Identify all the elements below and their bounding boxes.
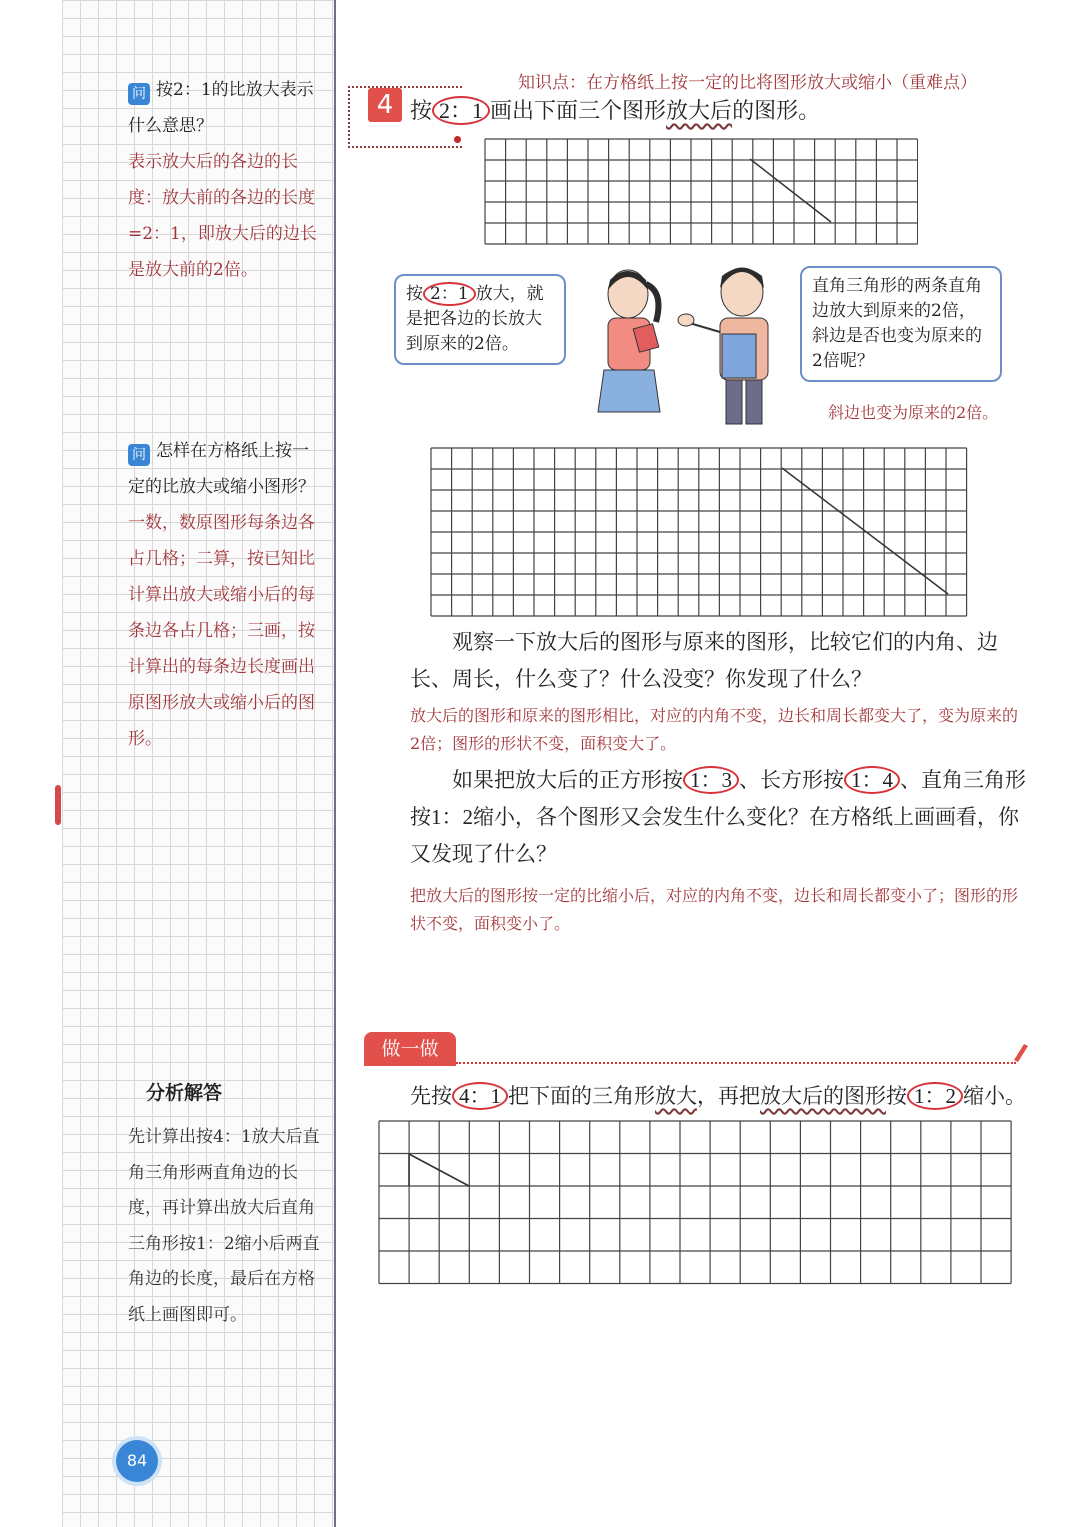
girl-speech-bubble bbox=[394, 274, 566, 365]
try-it-instruction bbox=[410, 1080, 1026, 1110]
boy-illustration bbox=[676, 258, 786, 428]
try-mid3: 按 bbox=[886, 1084, 907, 1108]
try-ratio-1: 4：1 bbox=[452, 1082, 508, 1110]
try-it-tag: 做一做 bbox=[364, 1032, 456, 1066]
try-it-divider bbox=[456, 1062, 1016, 1064]
problem-number-badge: 4 bbox=[368, 88, 402, 122]
question-icon: 问 bbox=[128, 83, 150, 105]
boy-bubble-text: 直角三角形的两条直角边放大到原来的2倍，斜边是否也变为原来的2倍呢？ bbox=[812, 276, 982, 371]
title-ratio: 2：1 bbox=[432, 96, 490, 125]
question-block-1 bbox=[128, 72, 320, 288]
question-icon: 问 bbox=[128, 444, 150, 466]
question-2-text: 怎样在方格纸上按一定的比放大或缩小图形？ bbox=[128, 441, 315, 497]
title-mid: 画出下面三个图形 bbox=[490, 98, 667, 123]
shrink-paragraph bbox=[410, 762, 1028, 873]
title-wavy: 放大后 bbox=[666, 98, 733, 123]
shrink-rest: 、直角三角形按1：2缩小，各个图形又会发生什么变化？在方格纸上画画看，你又发现了什么？ bbox=[410, 768, 1026, 866]
page-number: 84 bbox=[116, 1440, 158, 1482]
question-1-text: 按2：1的比放大表示什么意思？ bbox=[128, 80, 314, 136]
enlarged-triangle-hypotenuse bbox=[782, 468, 948, 594]
question-block-2 bbox=[128, 433, 320, 757]
try-post: 缩小。 bbox=[963, 1084, 1026, 1108]
try-ratio-2: 1：2 bbox=[907, 1082, 963, 1110]
analysis-title: 分析解答 bbox=[146, 1082, 223, 1104]
try-pre: 先按 bbox=[410, 1084, 452, 1108]
knowledge-point-note: 知识点：在方格纸上按一定的比将图形放大或缩小（重难点） bbox=[518, 73, 977, 93]
girl-bubble-post: 放大，就是把各边的长放大到原来的2倍。 bbox=[406, 284, 544, 354]
shrink-ratio-1: 1：3 bbox=[683, 766, 739, 794]
boy-speech-bubble bbox=[800, 266, 1002, 382]
try-mid: 把下面的三角形 bbox=[508, 1084, 655, 1108]
analysis-text: 先计算出按4：1放大后直角三角形两直角边的长度，再计算出放大后直角三角形按1：2缩小后两直角边的长度，最后在方格纸上画图即可。 bbox=[128, 1127, 320, 1325]
girl-bubble-pre: 按 bbox=[406, 284, 423, 304]
observe-answer: 放大后的图形和原来的图形相比，对应的内角不变，边长和周长都变大了，变为原来的2倍；图形的形状不变，面积变大了。 bbox=[410, 706, 1019, 753]
try-wavy-1: 放大 bbox=[655, 1084, 697, 1108]
knowledge-dot bbox=[454, 136, 461, 143]
pencil-icon bbox=[1010, 1040, 1030, 1064]
shrink-answer: 把放大后的图形按一定的比缩小后，对应的内角不变，边长和周长都变小了；图形的形状不变，面积变小了。 bbox=[410, 886, 1019, 933]
shrink-pre: 如果把放大后的正方形按 bbox=[452, 768, 683, 792]
observe-paragraph: 观察一下放大后的图形与原来的图形，比较它们的内角、边长、周长，什么变了？什么没变？你发现了什么？ bbox=[410, 630, 998, 691]
answer-1-text: 表示放大后的各边的长度：放大前的各边的长度=2：1，即放大后的边长是放大前的2倍。 bbox=[128, 152, 317, 280]
shrink-mid: 、长方形按 bbox=[739, 768, 844, 792]
original-triangle-hypotenuse bbox=[750, 159, 831, 222]
problem-title bbox=[410, 94, 820, 125]
girl-bubble-ratio: 2：1 bbox=[423, 282, 476, 306]
shrink-ratio-2: 1：4 bbox=[844, 766, 900, 794]
page-edge-tab bbox=[55, 785, 61, 825]
try-mid2: ，再把 bbox=[697, 1084, 760, 1108]
title-post: 的图形。 bbox=[732, 98, 821, 123]
enlarged-figures-grid bbox=[430, 447, 970, 617]
try-wavy-2: 放大后的图形 bbox=[760, 1084, 886, 1108]
original-figures-grid bbox=[484, 138, 918, 246]
hypotenuse-note: 斜边也变为原来的2倍。 bbox=[828, 403, 999, 422]
title-pre: 按 bbox=[410, 98, 433, 123]
answer-2-text: 一数，数原图形每条边各占几格；二算，按已知比计算出放大或缩小后的每条边各占几格；三画，按计算出的每条边长度画出原图形放大或缩小后的图形。 bbox=[128, 513, 315, 749]
girl-illustration bbox=[584, 262, 684, 422]
try-it-grid bbox=[378, 1120, 1012, 1286]
